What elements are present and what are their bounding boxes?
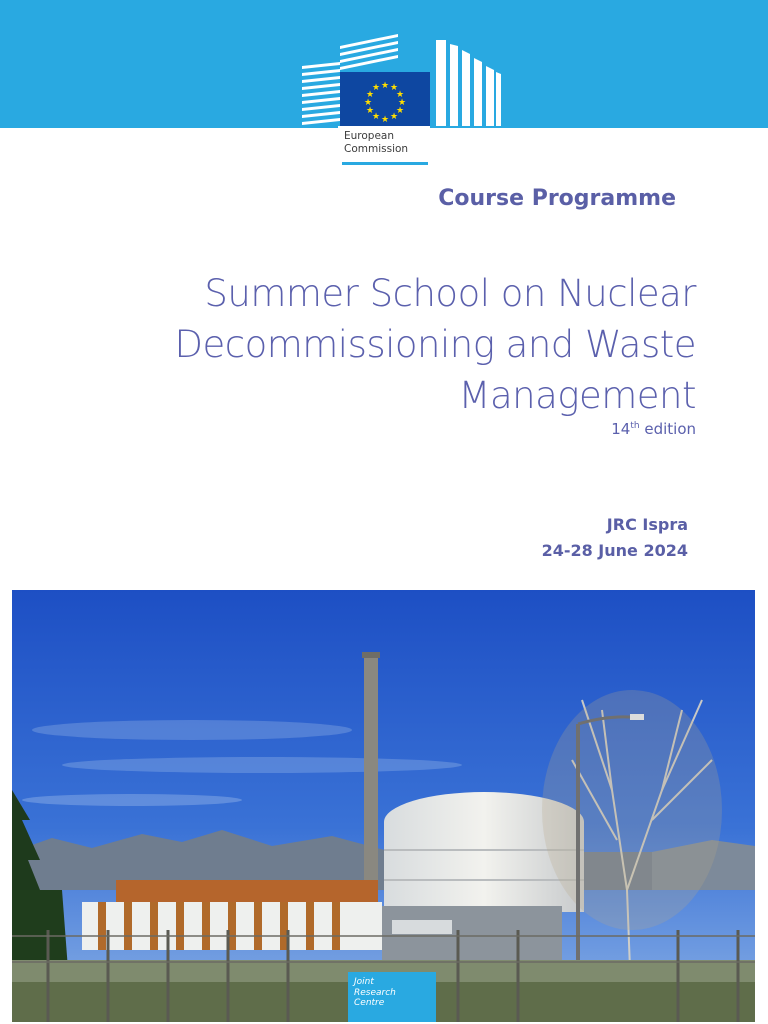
jrc-badge-text bbox=[354, 977, 396, 1009]
jrc-line-1: Joint bbox=[354, 977, 374, 987]
edition-number: 14 bbox=[611, 420, 631, 438]
jrc-badge bbox=[348, 972, 436, 1022]
title-line-3: Management bbox=[458, 374, 696, 417]
reactor-scene-image bbox=[12, 590, 755, 1022]
title-line-2: Decommissioning and Waste bbox=[174, 323, 696, 366]
venue: JRC Ispra bbox=[606, 515, 688, 534]
reactor-photo bbox=[12, 590, 755, 1022]
svg-text:★: ★ bbox=[371, 112, 381, 122]
venue-block bbox=[542, 512, 688, 564]
svg-text:★: ★ bbox=[365, 106, 375, 116]
document-title bbox=[96, 268, 696, 421]
edition bbox=[611, 420, 696, 438]
jrc-line-3: Centre bbox=[354, 998, 385, 1008]
svg-text:★: ★ bbox=[395, 90, 405, 100]
svg-text:★: ★ bbox=[380, 81, 390, 91]
svg-text:★: ★ bbox=[380, 115, 390, 125]
svg-text:★: ★ bbox=[365, 90, 375, 100]
logo-text bbox=[344, 130, 408, 156]
svg-text:★: ★ bbox=[363, 98, 373, 108]
edition-word: edition bbox=[639, 420, 696, 438]
svg-text:★: ★ bbox=[389, 83, 399, 93]
logo-line-2: Commission bbox=[344, 143, 409, 155]
document-label: Course Programme bbox=[438, 186, 676, 211]
dates: 24-28 June 2024 bbox=[541, 541, 688, 560]
logo-line-1: European bbox=[344, 130, 395, 142]
svg-text:★: ★ bbox=[389, 112, 399, 122]
berlaymont-building-icon bbox=[300, 34, 502, 130]
edition-suffix: th bbox=[630, 421, 640, 431]
svg-text:★: ★ bbox=[395, 106, 405, 116]
european-commission-logo bbox=[300, 34, 502, 168]
svg-text:★: ★ bbox=[371, 83, 381, 93]
logo-underline bbox=[342, 162, 428, 165]
svg-text:★: ★ bbox=[397, 98, 407, 108]
title-line-1: Summer School on Nuclear bbox=[204, 272, 696, 315]
jrc-line-2: Research bbox=[354, 987, 396, 998]
